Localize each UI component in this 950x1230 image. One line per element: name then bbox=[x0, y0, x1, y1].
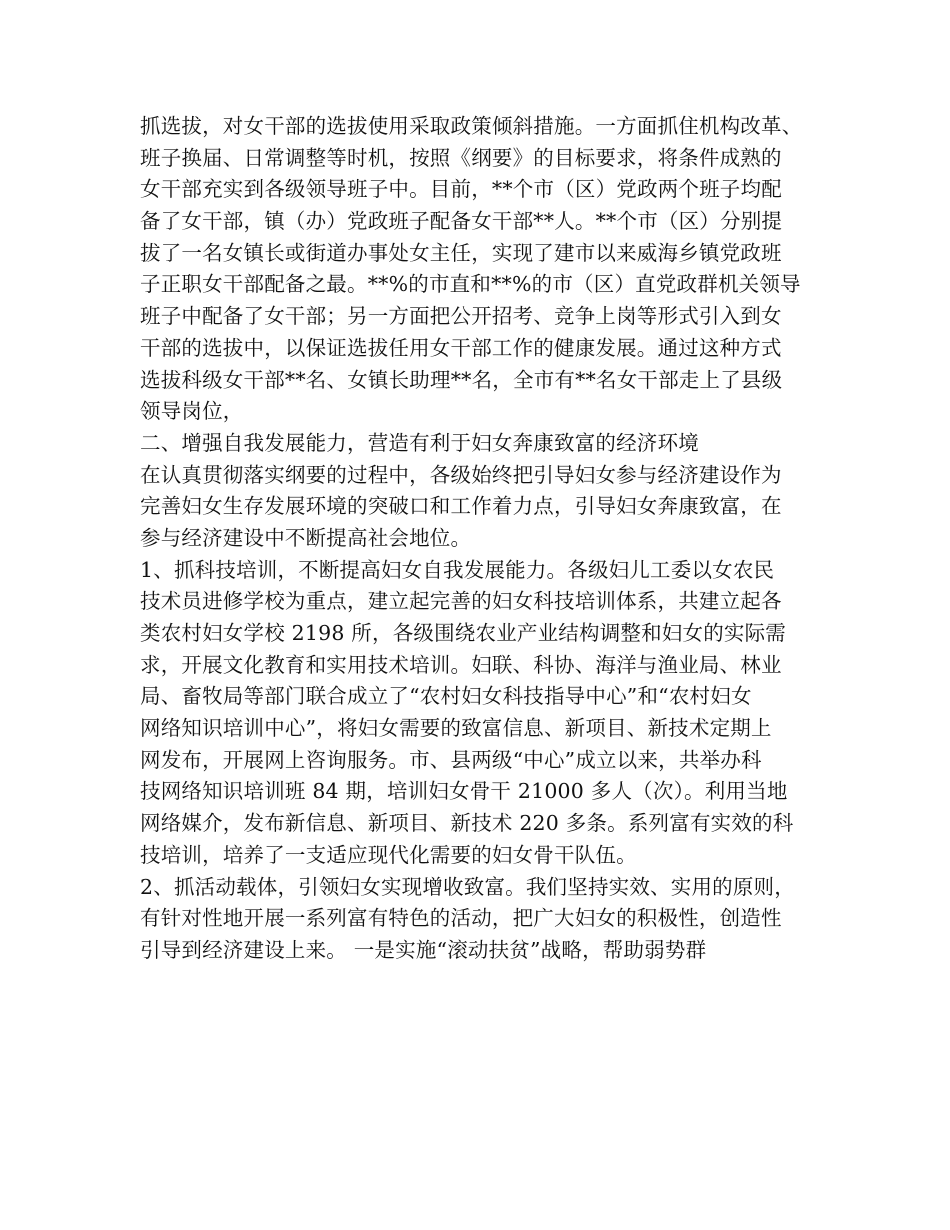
text-line: 网发布，开展网上咨询服务。市、县两级“中心”成立以来，共举办科 bbox=[140, 747, 762, 772]
text-line: 技网络知识培训班 84 期，培训妇女骨干 21000 多人（次）。利用当地 bbox=[140, 779, 788, 804]
text-line: 在认真贯彻落实纲要的过程中，各级始终把引导妇女参与经济建设作为 bbox=[140, 462, 782, 487]
text-line: 技培训，培养了一支适应现代化需要的妇女骨干队伍。 bbox=[140, 842, 637, 867]
text-line: 技术员进修学校为重点，建立起完善的妇女科技培训体系，共建立起各 bbox=[140, 589, 782, 614]
text-line: 子正职女干部配备之最。**%的市直和**%的市（区）直党政群机关领导 bbox=[140, 272, 801, 297]
text-line: 班子中配备了女干部；另一方面把公开招考、竞争上岗等形式引入到女 bbox=[140, 304, 782, 329]
text-line: 网络知识培训中心”，将妇女需要的致富信息、新项目、新技术定期上 bbox=[140, 716, 772, 741]
text-line: 领导岗位， bbox=[140, 399, 244, 424]
text-line: 有针对性地开展一系列富有特色的活动，把广大妇女的积极性，创造性 bbox=[140, 906, 782, 931]
text-line: 抓选拔，对女干部的选拔使用采取政策倾斜措施。一方面抓住机构改革、 bbox=[140, 114, 803, 138]
text-line: 求，开展文化教育和实用技术培训。妇联、科协、海洋与渔业局、林业 bbox=[140, 652, 782, 677]
text-line: 2、抓活动载体，引领妇女实现增收致富。我们坚持实效、实用的原则， bbox=[140, 874, 795, 899]
text-line: 女干部充实到各级领导班子中。目前，**个市（区）党政两个班子均配 bbox=[140, 177, 782, 202]
text-line: 引导到经济建设上来。 一是实施“滚动扶贫”战略，帮助弱势群 bbox=[140, 937, 707, 962]
text-line: 1、抓科技培训，不断提高妇女自我发展能力。各级妇儿工委以女农民 bbox=[140, 557, 775, 582]
text-line: 局、畜牧局等部门联合成立了“农村妇女科技指导中心”和“农村妇女 bbox=[140, 684, 752, 709]
text-line: 参与经济建设中不断提高社会地位。 bbox=[140, 525, 472, 550]
text-line: 班子换届、日常调整等时机，按照《纲要》的目标要求，将条件成熟的 bbox=[140, 145, 782, 170]
text-line: 网络媒介，发布新信息、新项目、新技术 220 多条。系列富有实效的科 bbox=[140, 811, 794, 836]
text-line: 类农村妇女学校 2198 所，各级围绕农业产业结构调整和妇女的实际需 bbox=[140, 621, 787, 645]
text-line: 备了女干部，镇（办）党政班子配备女干部**人。**个市（区）分别提 bbox=[140, 209, 783, 234]
text-line: 选拔科级女干部**名、女镇长助理**名，全市有**名女干部走上了县级 bbox=[140, 367, 783, 392]
text-line: 干部的选拔中，以保证选拔任用女干部工作的健康发展。通过这种方式 bbox=[140, 335, 782, 360]
section-heading: 二、增强自我发展能力，营造有利于妇女奔康致富的经济环境 bbox=[140, 430, 699, 455]
document-page bbox=[140, 111, 830, 967]
text-line: 完善妇女生存发展环境的突破口和工作着力点，引导妇女奔康致富，在 bbox=[140, 494, 782, 519]
text-line: 拔了一名女镇长或街道办事处女主任，实现了建市以来威海乡镇党政班 bbox=[140, 240, 782, 265]
